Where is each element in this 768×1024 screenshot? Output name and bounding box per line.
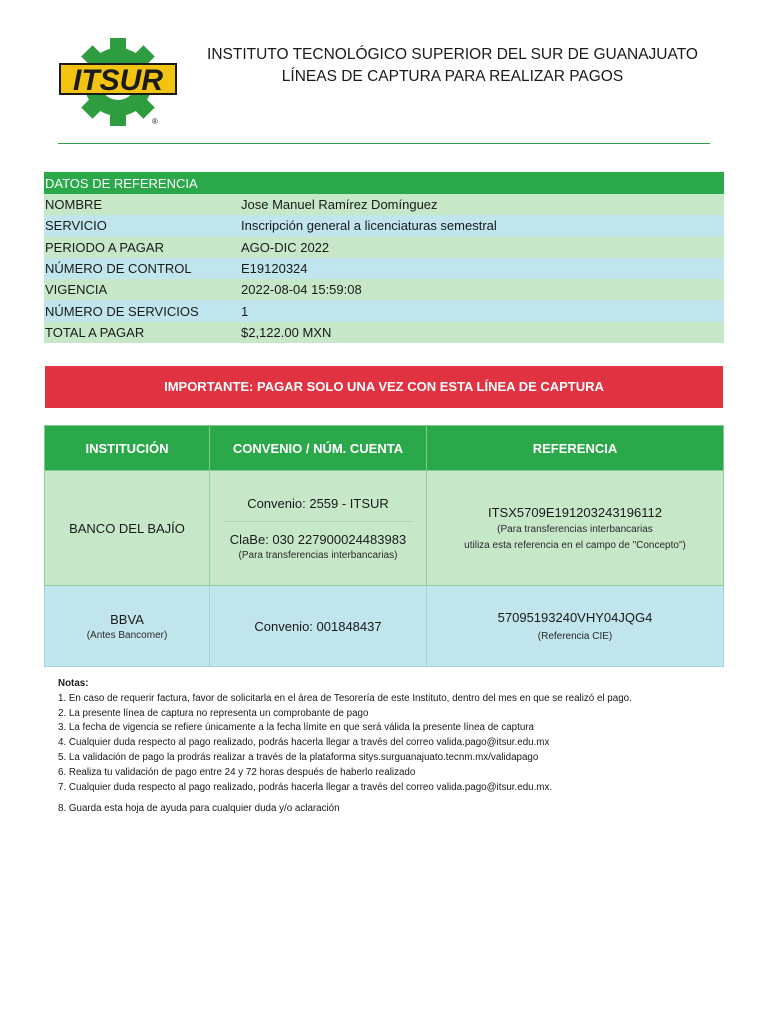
itsur-logo [58, 38, 178, 130]
table-row [44, 194, 724, 215]
field-value: E19120324 [240, 258, 724, 279]
field-label: VIGENCIA [44, 279, 240, 300]
bajio-reference-note: utiliza esta referencia en el campo de "Concepto") [464, 540, 686, 551]
field-value: Inscripción general a licenciaturas semestral [240, 215, 724, 236]
bajio-reference: ITSX5709E191203243196112 [488, 505, 662, 520]
reference-data-table [44, 172, 724, 343]
table-row [44, 300, 724, 321]
table-row-bbva [45, 586, 724, 667]
table-row [44, 322, 724, 343]
note-item: 6. Realiza tu validación de pago entre 24 y 72 horas después de haberlo realizado [58, 766, 416, 778]
document-header [190, 44, 715, 88]
notes-title: Notas: [58, 678, 89, 689]
table-row [44, 237, 724, 258]
field-value: Jose Manuel Ramírez Domínguez [240, 194, 724, 215]
note-item: 2. La presente línea de captura no representa un comprobante de pago [58, 707, 369, 719]
bajio-convenio: Convenio: 2559 - ITSUR [247, 495, 389, 511]
bajio-reference-note: (Para transferencias interbancarias [497, 524, 653, 535]
note-item: 3. La fecha de vigencia se refiere únicamente a la fecha límite en que será válida la presente línea de captura [58, 722, 534, 734]
field-label: PERIODO A PAGAR [44, 237, 240, 258]
bajio-clabe: ClaBe: 030 227900024483983 [229, 531, 407, 547]
table-row [44, 279, 724, 300]
field-label: TOTAL A PAGAR [44, 322, 240, 343]
column-header-convenio: CONVENIO / NÚM. CUENTA [210, 426, 427, 471]
important-warning-banner: IMPORTANTE: PAGAR SOLO UNA VEZ CON ESTA LÍNEA DE CAPTURA [45, 366, 723, 408]
note-item: 1. En caso de requerir factura, favor de solicitarla en el área de Tesorería de este Instituto, dentro del mes en que se realizó el pago. [58, 692, 632, 704]
note-item: 5. La validación de pago la prodrás realizar a través de la plataforma sitys.surguanajuato.tecnm.mx/validapago [58, 751, 539, 763]
field-value: 2022-08-04 15:59:08 [240, 279, 724, 300]
bbva-institution: BBVA (Antes Bancomer) [45, 586, 210, 667]
table-row-banco-bajio [45, 471, 724, 586]
note-item: 4. Cualquier duda respecto al pago realizado, podrás hacerla llegar a través del correo valida.pago@itsur.edu.mx [58, 737, 550, 749]
field-label: NOMBRE [44, 194, 240, 215]
bajio-institution: BANCO DEL BAJÍO [45, 471, 210, 586]
cell-divider [223, 521, 413, 522]
field-label: SERVICIO [44, 215, 240, 236]
note-item: 7. Cualquier duda respecto al pago realizado, podrás hacerla llegar a través del correo valida.pago@itsur.edu.mx. [58, 781, 553, 793]
bbva-reference-cell [427, 586, 724, 667]
svg-text:®: ® [152, 117, 158, 126]
column-header-institution: INSTITUCIÓN [45, 426, 210, 471]
institute-name: INSTITUTO TECNOLÓGICO SUPERIOR DEL SUR DE GUANAJUATO [207, 46, 698, 63]
table-row [44, 215, 724, 236]
logo-text: ITSUR [73, 64, 163, 97]
field-label: NÚMERO DE SERVICIOS [44, 300, 240, 321]
column-header-reference: REFERENCIA [427, 426, 724, 471]
field-label: NÚMERO DE CONTROL [44, 258, 240, 279]
table-row [44, 258, 724, 279]
bajio-reference-cell [427, 471, 724, 586]
bbva-institution-note: (Antes Bancomer) [86, 629, 168, 641]
bajio-convenio-cell [210, 471, 427, 586]
field-value: AGO-DIC 2022 [240, 237, 724, 258]
reference-title: DATOS DE REFERENCIA [44, 172, 724, 194]
bbva-convenio: Convenio: 001848437 [210, 586, 427, 667]
header-divider [58, 143, 710, 144]
bbva-reference: 57095193240VHY04JQG4 [497, 610, 653, 625]
field-value: $2,122.00 MXN [240, 322, 724, 343]
notes-section [58, 677, 738, 817]
bajio-clabe-note: (Para transferencias interbancarias) [238, 549, 398, 561]
field-value: 1 [240, 300, 724, 321]
document-title: LÍNEAS DE CAPTURA PARA REALIZAR PAGOS [281, 68, 624, 85]
payment-options-table [44, 425, 724, 667]
note-item: 8. Guarda esta hoja de ayuda para cualquier duda y/o aclaración [58, 803, 340, 815]
bbva-reference-note: (Referencia CIE) [537, 631, 613, 642]
